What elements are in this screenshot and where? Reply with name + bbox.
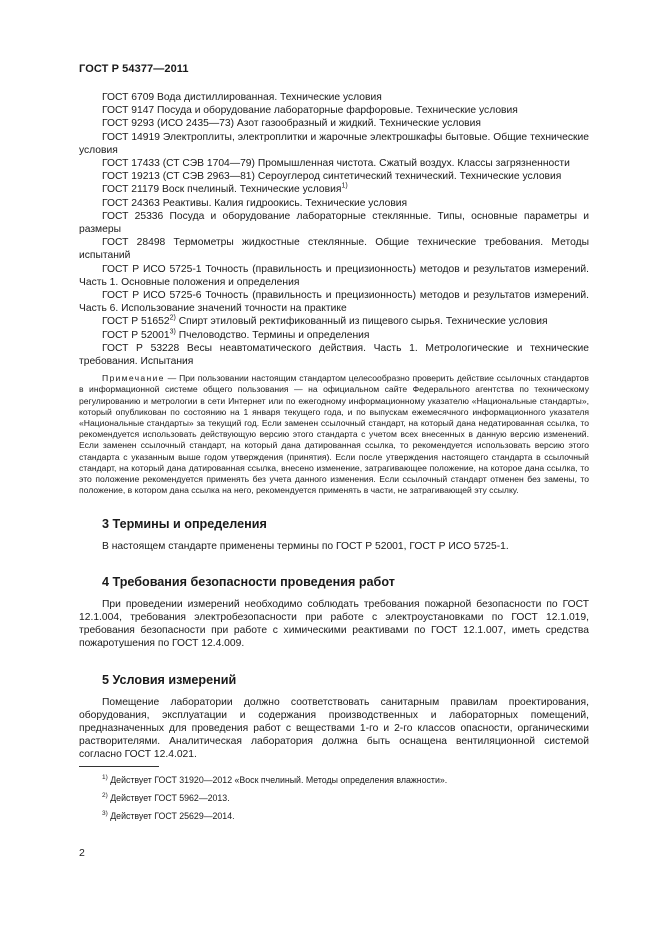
reference-item: ГОСТ Р ИСО 5725-6 Точность (правильность и прецизионность) методов и результатов измерений. Часть 6. Использование значений точности на практике xyxy=(79,290,589,315)
footnote-mark: 1) xyxy=(102,774,108,781)
reference-item: ГОСТ 24363 Реактивы. Калия гидроокись. Технические условия xyxy=(102,197,408,209)
reference-item: ГОСТ 25336 Посуда и оборудование лабораторные стеклянные. Типы, основные параметры и размеры xyxy=(79,210,589,236)
reference-item: ГОСТ 21179 Воск пчелиный. Технические условия$^{1)}$ xyxy=(102,183,348,196)
footnote-item: $^{2)}$ Действует ГОСТ 5962—2013. xyxy=(102,791,230,803)
section-heading-safety: 4 Требования безопасности проведения работ xyxy=(102,574,395,589)
reference-item: ГОСТ 6709 Вода дистиллированная. Технические условия xyxy=(102,92,382,103)
reference-item: ГОСТ Р 51652$^{2)}$ Спирт этиловый ректификованный из пищевого сырья. Технические условия xyxy=(102,315,548,328)
section-body-conditions xyxy=(79,696,589,762)
footnote-item: $^{3)}$ Действует ГОСТ 25629—2014. xyxy=(102,809,235,821)
paragraph: Помещение лаборатории должно соответствовать санитарным правилам проектирования, оборудования, эксплуатации и содержания производственных и лабораторных помещений, предназначенных для проведения работ с веществами 1-го и 2-го классов опасности, органическими растворителями. Аналитическая лаборатория должна быть оснащена вентиляционной системой согласно ГОСТ 12.4.021. xyxy=(79,696,589,761)
footnote-divider xyxy=(79,766,159,767)
reference-item: ГОСТ 9293 (ИСО 2435—73) Азот газообразный и жидкий. Технические условия xyxy=(102,118,481,130)
document-header: ГОСТ Р 54377—2011 xyxy=(79,63,189,75)
main-content xyxy=(79,91,589,762)
footnote-mark: 3) xyxy=(102,809,108,817)
reference-item: ГОСТ 19213 (СТ СЭВ 2963—81) Сероуглерод синтетический технический. Технические условия xyxy=(102,171,562,183)
reference-item: ГОСТ Р 52001$^{3)}$ Пчеловодство. Термины и определения xyxy=(102,328,370,341)
paragraph: При проведении измерений необходимо соблюдать требования пожарной безопасности по ГОСТ 12.1.004, требования электробезопасности при работе с электроустановками по ГОСТ 12.1.019, требования безопасности при работе с химическими реактивами по ГОСТ 12.1.007, иметь средства пожаротушения по ГОСТ 12.4.009. xyxy=(79,598,589,650)
paragraph: В настоящем стандарте применены термины по ГОСТ Р 52001, ГОСТ Р ИСО 5725-1. xyxy=(102,540,509,552)
footnote-mark: 2) xyxy=(102,791,108,799)
section-heading-terms: 3 Термины и определения xyxy=(102,516,267,531)
reference-item: ГОСТ 17433 (СТ СЭВ 1704—79) Промышленная чистота. Сжатый воздух. Классы загрязненности xyxy=(102,158,570,170)
reference-item: ГОСТ 14919 Электроплиты, электроплитки и жарочные электрошкафы бытовые. Общие технические условия xyxy=(79,131,589,156)
section-heading-conditions: 5 Условия измерений xyxy=(102,672,237,687)
section-body-terms xyxy=(79,540,589,553)
footnote-ref: 1) xyxy=(341,183,348,190)
reference-item: ГОСТ 9147 Посуда и оборудование лабораторные фарфоровые. Технические условия xyxy=(102,105,518,117)
note-paragraph xyxy=(79,373,589,496)
footnote-ref: 3) xyxy=(169,328,176,336)
reference-list xyxy=(79,91,589,368)
note-text: — При пользовании настоящим стандартом целесообразно проверить действие ссылочных стандартов в информационной системе общего пользования — на официальном сайте Федерального агентства по техническому регулированию и метрологии в сети Интернет или по ежегодному информационному указателю «Национальные стандарты», который опубликован по состоянию на 1 января текущего года, и по выпускам ежемесячного информационного указателя «Национальные стандарты» за текущий год. Если заменен ссылочный стандарт, на который дана недатированная ссылка, то рекомендуется использовать действующую версию этого стандарта с учетом всех внесенных в данную версию изменений. Если заменен ссылочный стандарт, на который дана датированная ссылка, то рекомендуется использовать версию этого стандарта с указанным выше годом утверждения (принятия). Если после утверждения настоящего стандарта в ссылочный стандарт, на который дана датированная ссылка, внесено изменение, затрагивающее положение, на которое дана ссылка, то это положение рекомендуется применять без учета данного изменения. Если ссылочный стандарт отменен без замены, то положение, в котором дана ссылка на него, рекомендуется применять в части, не затрагивающей эту ссылку. xyxy=(79,373,589,496)
reference-item: ГОСТ Р ИСО 5725-1 Точность (правильность и прецизионность) методов и результатов измерений. Часть 1. Основные положения и определения xyxy=(79,263,589,288)
page-number: 2 xyxy=(79,847,85,859)
note-label: Примечание xyxy=(102,373,165,384)
footnotes xyxy=(102,772,582,826)
section-body-safety xyxy=(79,598,589,651)
footnote-item: $^{1)}$ Действует ГОСТ 31920—2012 «Воск пчелиный. Методы определения влажности». xyxy=(102,774,448,785)
footnote-ref: 2) xyxy=(169,315,176,323)
reference-item: ГОСТ 28498 Термометры жидкостные стеклянные. Общие технические требования. Методы испытаний xyxy=(79,237,589,262)
reference-item: ГОСТ Р 53228 Весы неавтоматического действия. Часть 1. Метрологические и технические требования. Испытания xyxy=(79,342,589,368)
